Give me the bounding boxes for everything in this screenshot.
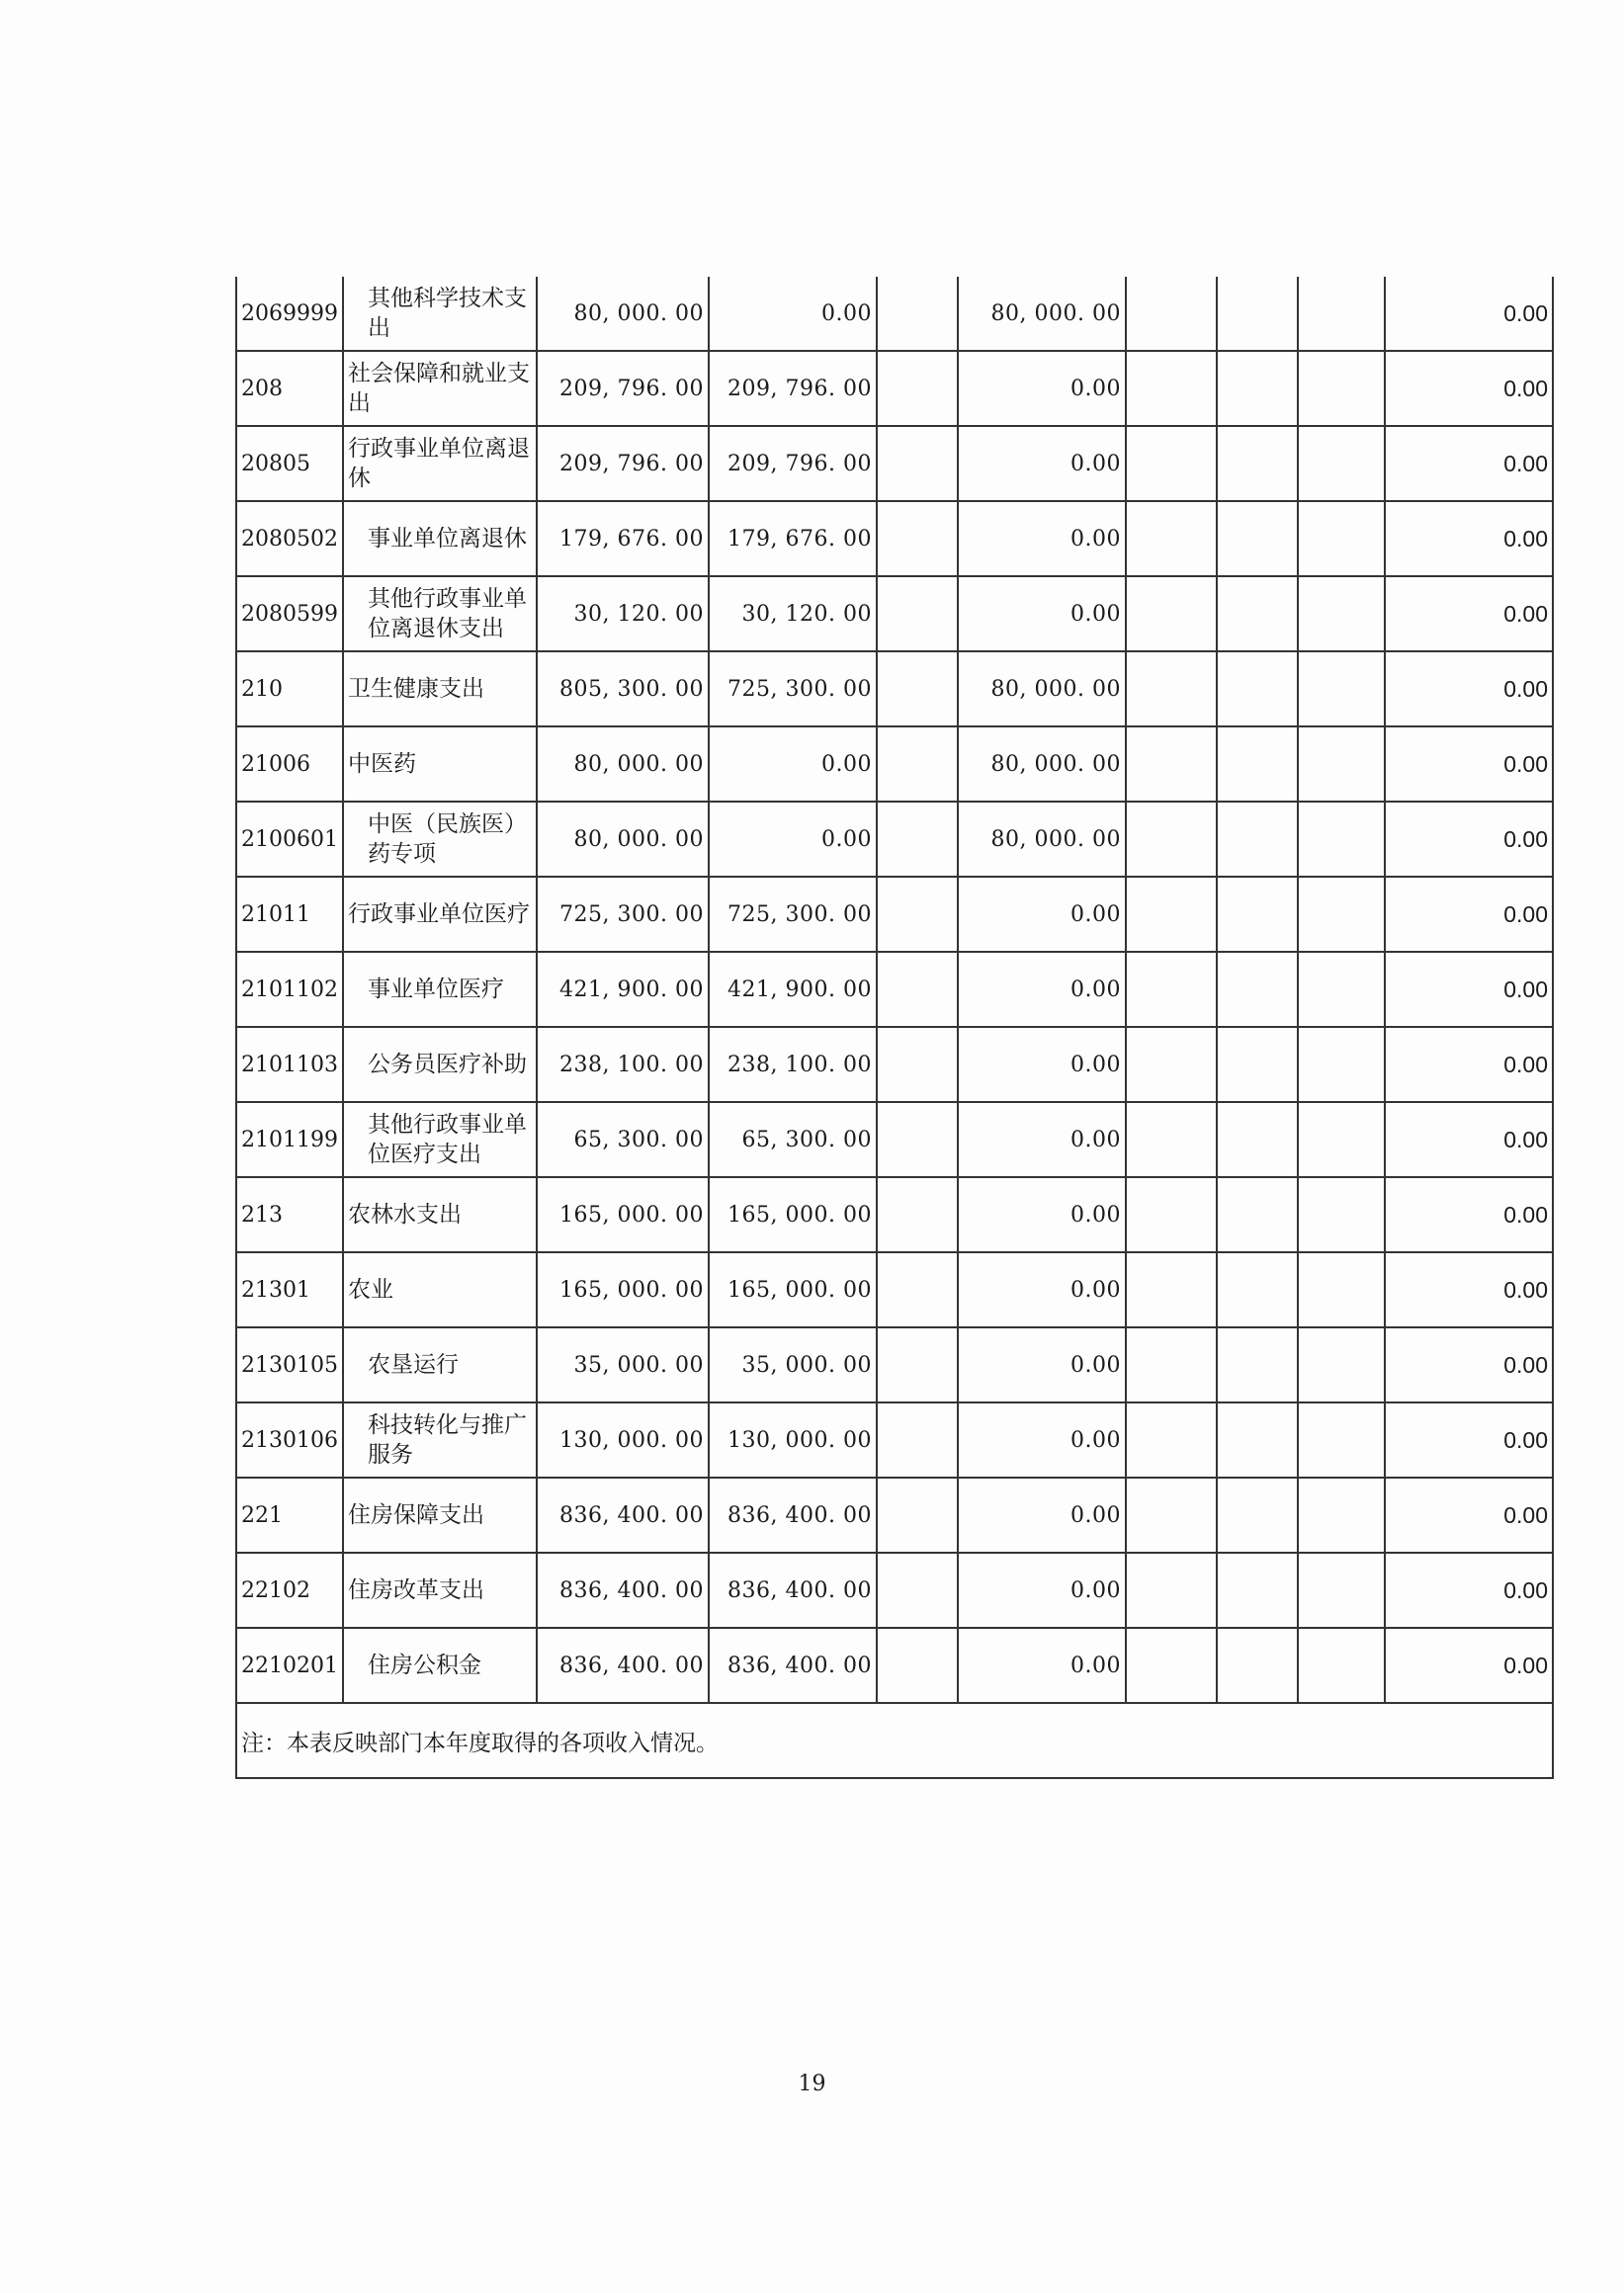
total-amount-cell: 421, 900. 00 [537,952,709,1027]
project-amount-cell: 0.00 [958,426,1126,501]
project-amount-cell: 0.00 [958,1478,1126,1553]
empty-cell [1126,1478,1217,1553]
empty-cell [1217,426,1298,501]
table-row [236,877,1553,952]
subject-name-cell: 其他科学技术支出 [343,277,537,351]
other-amount-cell: 0.00 [1385,952,1553,1027]
total-amount-cell: 35, 000. 00 [537,1327,709,1402]
table-row [236,1102,1553,1177]
empty-cell [1126,576,1217,651]
table-row [236,426,1553,501]
basic-amount-cell: 209, 796. 00 [709,351,877,426]
subject-name-cell: 其他行政事业单位医疗支出 [343,1102,537,1177]
other-amount-cell: 0.00 [1385,1027,1553,1102]
empty-cell [1217,277,1298,351]
basic-amount-cell: 65, 300. 00 [709,1102,877,1177]
empty-cell [877,1177,958,1252]
project-amount-cell: 0.00 [958,877,1126,952]
basic-amount-cell: 35, 000. 00 [709,1327,877,1402]
empty-cell [1298,1252,1385,1327]
project-amount-cell: 0.00 [958,1027,1126,1102]
income-table-body [236,277,1553,1778]
subject-code-cell: 210 [236,651,343,726]
empty-cell [1126,802,1217,877]
empty-cell [1126,1102,1217,1177]
basic-amount-cell: 165, 000. 00 [709,1252,877,1327]
subject-code-cell: 21011 [236,877,343,952]
empty-cell [1217,1027,1298,1102]
subject-name-cell: 事业单位医疗 [343,952,537,1027]
total-amount-cell: 130, 000. 00 [537,1402,709,1478]
basic-amount-cell: 725, 300. 00 [709,877,877,952]
subject-code-cell: 22102 [236,1553,343,1628]
total-amount-cell: 165, 000. 00 [537,1177,709,1252]
subject-code-cell: 213 [236,1177,343,1252]
empty-cell [1217,952,1298,1027]
empty-cell [1298,1177,1385,1252]
empty-cell [1217,576,1298,651]
empty-cell [877,1027,958,1102]
table-row [236,1553,1553,1628]
table-row [236,1402,1553,1478]
empty-cell [877,651,958,726]
total-amount-cell: 80, 000. 00 [537,802,709,877]
subject-name-cell: 卫生健康支出 [343,651,537,726]
subject-code-cell: 221 [236,1478,343,1553]
basic-amount-cell: 836, 400. 00 [709,1553,877,1628]
empty-cell [1298,426,1385,501]
other-amount-cell: 0.00 [1385,1327,1553,1402]
empty-cell [877,877,958,952]
empty-cell [1217,1553,1298,1628]
empty-cell [1217,726,1298,802]
table-note: 注：本表反映部门本年度取得的各项收入情况。 [236,1703,1553,1778]
other-amount-cell: 0.00 [1385,877,1553,952]
empty-cell [877,1628,958,1703]
basic-amount-cell: 0.00 [709,277,877,351]
subject-code-cell: 208 [236,351,343,426]
subject-name-cell: 住房公积金 [343,1628,537,1703]
subject-code-cell: 2069999 [236,277,343,351]
subject-name-cell: 科技转化与推广服务 [343,1402,537,1478]
empty-cell [1217,1478,1298,1553]
project-amount-cell: 0.00 [958,1177,1126,1252]
other-amount-cell: 0.00 [1385,1102,1553,1177]
project-amount-cell: 0.00 [958,1102,1126,1177]
total-amount-cell: 725, 300. 00 [537,877,709,952]
empty-cell [877,426,958,501]
total-amount-cell: 836, 400. 00 [537,1553,709,1628]
subject-name-cell: 行政事业单位离退休 [343,426,537,501]
empty-cell [877,351,958,426]
other-amount-cell: 0.00 [1385,1553,1553,1628]
subject-name-cell: 农业 [343,1252,537,1327]
income-table-wrapper [235,277,1552,1779]
subject-code-cell: 2130105 [236,1327,343,1402]
basic-amount-cell: 238, 100. 00 [709,1027,877,1102]
table-row [236,1327,1553,1402]
subject-name-cell: 事业单位离退休 [343,501,537,576]
empty-cell [1126,877,1217,952]
note-row [236,1703,1553,1778]
empty-cell [1217,1102,1298,1177]
other-amount-cell: 0.00 [1385,576,1553,651]
subject-code-cell: 2210201 [236,1628,343,1703]
other-amount-cell: 0.00 [1385,651,1553,726]
empty-cell [1298,1553,1385,1628]
subject-name-cell: 中医药 [343,726,537,802]
empty-cell [877,1102,958,1177]
subject-code-cell: 2130106 [236,1402,343,1478]
empty-cell [877,576,958,651]
table-row [236,651,1553,726]
subject-code-cell: 2101103 [236,1027,343,1102]
empty-cell [877,1252,958,1327]
basic-amount-cell: 836, 400. 00 [709,1628,877,1703]
project-amount-cell: 0.00 [958,576,1126,651]
subject-code-cell: 21301 [236,1252,343,1327]
basic-amount-cell: 165, 000. 00 [709,1177,877,1252]
empty-cell [1217,351,1298,426]
project-amount-cell: 0.00 [958,1327,1126,1402]
subject-name-cell: 中医（民族医）药专项 [343,802,537,877]
subject-code-cell: 2101102 [236,952,343,1027]
other-amount-cell: 0.00 [1385,1402,1553,1478]
total-amount-cell: 836, 400. 00 [537,1628,709,1703]
subject-name-cell: 公务员医疗补助 [343,1027,537,1102]
other-amount-cell: 0.00 [1385,501,1553,576]
empty-cell [1298,952,1385,1027]
subject-code-cell: 2101199 [236,1102,343,1177]
subject-code-cell: 21006 [236,726,343,802]
other-amount-cell: 0.00 [1385,351,1553,426]
empty-cell [1217,1628,1298,1703]
other-amount-cell: 0.00 [1385,426,1553,501]
table-row [236,1628,1553,1703]
table-row [236,501,1553,576]
empty-cell [1298,277,1385,351]
subject-name-cell: 行政事业单位医疗 [343,877,537,952]
empty-cell [1298,1327,1385,1402]
empty-cell [877,1478,958,1553]
empty-cell [1298,802,1385,877]
empty-cell [877,952,958,1027]
total-amount-cell: 238, 100. 00 [537,1027,709,1102]
empty-cell [1298,1102,1385,1177]
other-amount-cell: 0.00 [1385,1478,1553,1553]
other-amount-cell: 0.00 [1385,802,1553,877]
table-row [236,277,1553,351]
project-amount-cell: 0.00 [958,351,1126,426]
basic-amount-cell: 0.00 [709,726,877,802]
empty-cell [1298,651,1385,726]
empty-cell [1126,726,1217,802]
empty-cell [1298,1402,1385,1478]
basic-amount-cell: 209, 796. 00 [709,426,877,501]
empty-cell [1298,1478,1385,1553]
project-amount-cell: 80, 000. 00 [958,651,1126,726]
project-amount-cell: 80, 000. 00 [958,277,1126,351]
table-row [236,1478,1553,1553]
subject-name-cell: 其他行政事业单位离退休支出 [343,576,537,651]
project-amount-cell: 0.00 [958,952,1126,1027]
empty-cell [1217,877,1298,952]
empty-cell [877,802,958,877]
basic-amount-cell: 421, 900. 00 [709,952,877,1027]
basic-amount-cell: 30, 120. 00 [709,576,877,651]
subject-code-cell: 2080599 [236,576,343,651]
basic-amount-cell: 0.00 [709,802,877,877]
empty-cell [1126,1177,1217,1252]
empty-cell [1298,501,1385,576]
total-amount-cell: 179, 676. 00 [537,501,709,576]
empty-cell [1298,351,1385,426]
subject-code-cell: 2080502 [236,501,343,576]
total-amount-cell: 65, 300. 00 [537,1102,709,1177]
basic-amount-cell: 179, 676. 00 [709,501,877,576]
empty-cell [1298,576,1385,651]
income-table [235,277,1554,1779]
empty-cell [1126,426,1217,501]
total-amount-cell: 80, 000. 00 [537,277,709,351]
table-row [236,952,1553,1027]
empty-cell [1217,1177,1298,1252]
basic-amount-cell: 130, 000. 00 [709,1402,877,1478]
empty-cell [1298,877,1385,952]
other-amount-cell: 0.00 [1385,1628,1553,1703]
empty-cell [1126,1402,1217,1478]
project-amount-cell: 0.00 [958,1252,1126,1327]
empty-cell [1126,1027,1217,1102]
table-row [236,351,1553,426]
project-amount-cell: 0.00 [958,501,1126,576]
empty-cell [1298,726,1385,802]
basic-amount-cell: 725, 300. 00 [709,651,877,726]
empty-cell [1126,952,1217,1027]
subject-name-cell: 农林水支出 [343,1177,537,1252]
table-row [236,726,1553,802]
total-amount-cell: 80, 000. 00 [537,726,709,802]
empty-cell [1126,277,1217,351]
empty-cell [1217,1402,1298,1478]
project-amount-cell: 0.00 [958,1553,1126,1628]
subject-code-cell: 20805 [236,426,343,501]
empty-cell [1298,1027,1385,1102]
table-row [236,1177,1553,1252]
project-amount-cell: 0.00 [958,1628,1126,1703]
other-amount-cell: 0.00 [1385,1177,1553,1252]
empty-cell [1126,1327,1217,1402]
empty-cell [1126,1553,1217,1628]
project-amount-cell: 80, 000. 00 [958,726,1126,802]
empty-cell [877,1327,958,1402]
page-number: 19 [798,2072,826,2096]
empty-cell [1217,501,1298,576]
other-amount-cell: 0.00 [1385,1252,1553,1327]
table-row [236,802,1553,877]
subject-name-cell: 住房改革支出 [343,1553,537,1628]
empty-cell [1126,501,1217,576]
empty-cell [1217,1327,1298,1402]
empty-cell [1126,651,1217,726]
total-amount-cell: 30, 120. 00 [537,576,709,651]
total-amount-cell: 209, 796. 00 [537,351,709,426]
empty-cell [1298,1628,1385,1703]
table-row [236,1027,1553,1102]
table-row [236,576,1553,651]
empty-cell [1217,1252,1298,1327]
empty-cell [877,726,958,802]
total-amount-cell: 836, 400. 00 [537,1478,709,1553]
empty-cell [1126,1628,1217,1703]
table-row [236,1252,1553,1327]
total-amount-cell: 165, 000. 00 [537,1252,709,1327]
subject-name-cell: 社会保障和就业支出 [343,351,537,426]
empty-cell [877,501,958,576]
subject-name-cell: 农垦运行 [343,1327,537,1402]
project-amount-cell: 80, 000. 00 [958,802,1126,877]
empty-cell [1126,1252,1217,1327]
empty-cell [1217,802,1298,877]
basic-amount-cell: 836, 400. 00 [709,1478,877,1553]
project-amount-cell: 0.00 [958,1402,1126,1478]
empty-cell [877,1553,958,1628]
other-amount-cell: 0.00 [1385,726,1553,802]
other-amount-cell: 0.00 [1385,277,1553,351]
empty-cell [877,277,958,351]
subject-code-cell: 2100601 [236,802,343,877]
empty-cell [1126,351,1217,426]
total-amount-cell: 805, 300. 00 [537,651,709,726]
empty-cell [877,1402,958,1478]
total-amount-cell: 209, 796. 00 [537,426,709,501]
empty-cell [1217,651,1298,726]
subject-name-cell: 住房保障支出 [343,1478,537,1553]
